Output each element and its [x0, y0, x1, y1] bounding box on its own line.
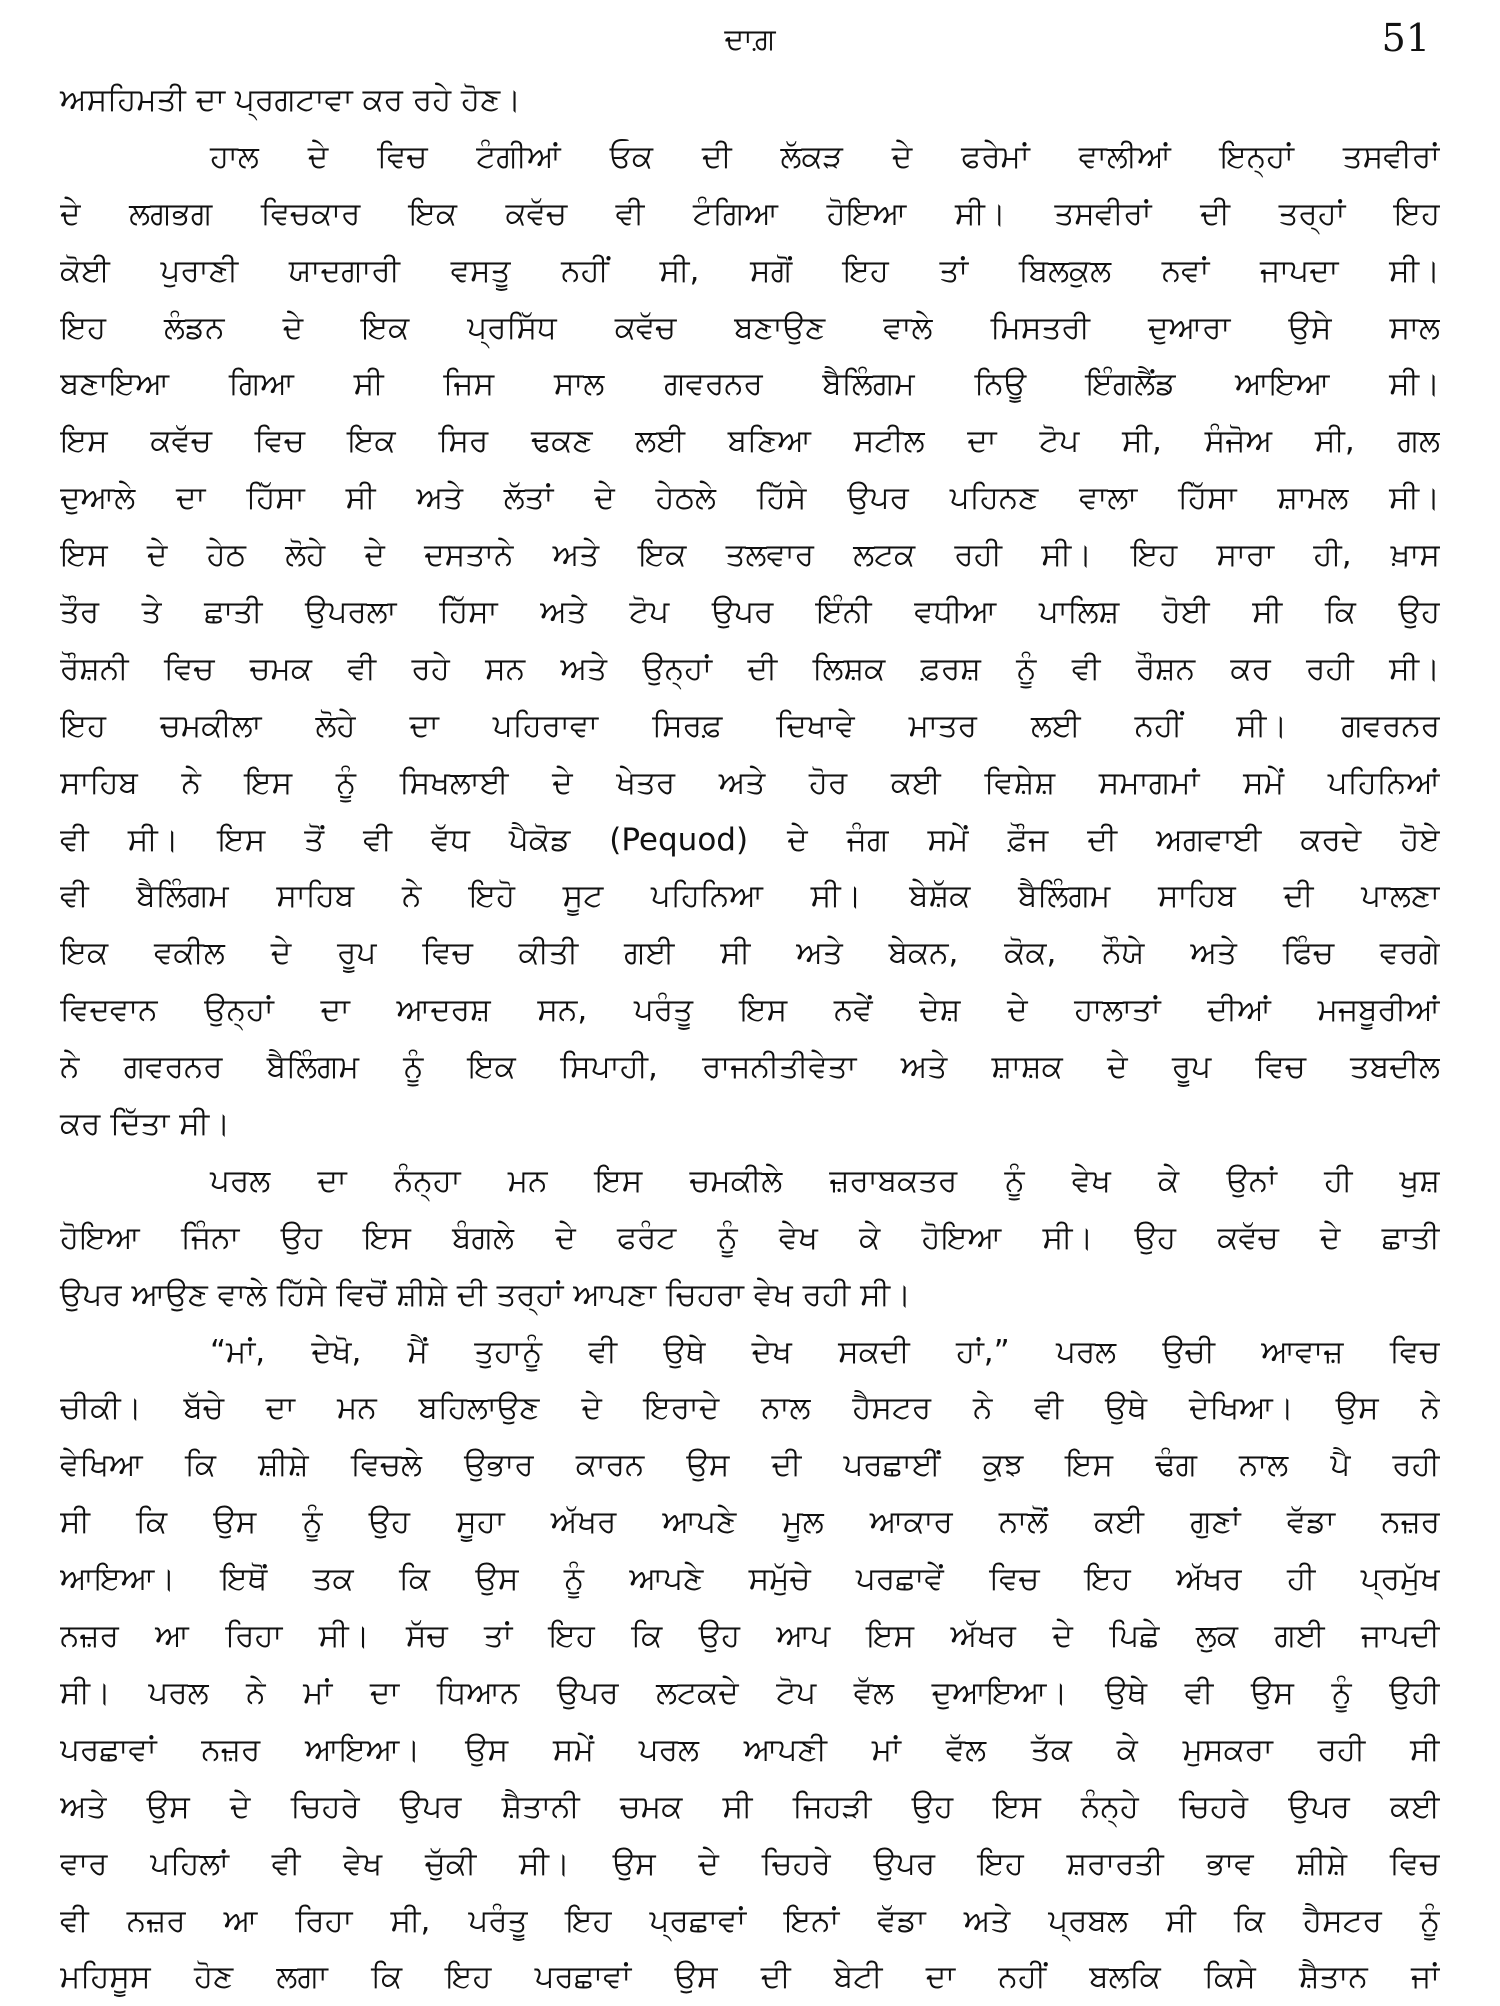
- text-line: ਅਤੇ ਉਸ ਦੇ ਚਿਹਰੇ ਉਪਰ ਸ਼ੈਤਾਨੀ ਚਮਕ ਸੀ ਜਿਹੜੀ ਉਹ ਇਸ ਨੰਨ੍ਹੇ ਚਿਹਰੇ ਉਪਰ ਕਈ: [60, 1788, 1440, 1825]
- text-line: ਕਰ ਦਿੱਤਾ ਸੀ।: [60, 1106, 231, 1143]
- text-line: ਇਹ ਚਮਕੀਲਾ ਲੋਹੇ ਦਾ ਪਹਿਰਾਵਾ ਸਿਰਫ਼ ਦਿਖਾਵੇ ਮਾਤਰ ਲਈ ਨਹੀਂ ਸੀ। ਗਵਰਨਰ: [60, 707, 1440, 744]
- text-line: “ਮਾਂ, ਦੇਖੋ, ਮੈਂ ਤੁਹਾਨੂੰ ਵੀ ਉਥੇ ਦੇਖ ਸਕਦੀ ਹਾਂ,” ਪਰਲ ਉਚੀ ਆਵਾਜ਼ ਵਿਚ: [210, 1333, 1440, 1370]
- text-line: ਸੀ ਕਿ ਉਸ ਨੂੰ ਉਹ ਸੂਹਾ ਅੱਖਰ ਆਪਣੇ ਮੂਲ ਆਕਾਰ ਨਾਲੋਂ ਕਈ ਗੁਣਾਂ ਵੱਡਾ ਨਜ਼ਰ: [60, 1504, 1440, 1541]
- body-text: [60, 72, 1440, 2006]
- text-line: ਇਸ ਕਵੱਚ ਵਿਚ ਇਕ ਸਿਰ ਢਕਣ ਲਈ ਬਣਿਆ ਸਟੀਲ ਦਾ ਟੋਪ ਸੀ, ਸੰਜੋਅ ਸੀ, ਗਲ: [60, 423, 1440, 460]
- text-line: ਪਰਛਾਵਾਂ ਨਜ਼ਰ ਆਇਆ। ਉਸ ਸਮੇਂ ਪਰਲ ਆਪਣੀ ਮਾਂ ਵੱਲ ਤੱਕ ਕੇ ਮੁਸਕਰਾ ਰਹੀ ਸੀ: [60, 1731, 1440, 1768]
- text-line: ਦੇ ਲਗਭਗ ਵਿਚਕਾਰ ਇਕ ਕਵੱਚ ਵੀ ਟੰਗਿਆ ਹੋਇਆ ਸੀ। ਤਸਵੀਰਾਂ ਦੀ ਤਰ੍ਹਾਂ ਇਹ: [60, 195, 1440, 232]
- text-line: ਨਜ਼ਰ ਆ ਰਿਹਾ ਸੀ। ਸੱਚ ਤਾਂ ਇਹ ਕਿ ਉਹ ਆਪ ਇਸ ਅੱਖਰ ਦੇ ਪਿਛੇ ਲੁਕ ਗਈ ਜਾਪਦੀ: [60, 1618, 1440, 1655]
- text-line: ਮਹਿਸੂਸ ਹੋਣ ਲਗਾ ਕਿ ਇਹ ਪਰਛਾਵਾਂ ਉਸ ਦੀ ਬੇਟੀ ਦਾ ਨਹੀਂ ਬਲਕਿ ਕਿਸੇ ਸ਼ੈਤਾਨ ਜਾਂ: [60, 1959, 1440, 1996]
- running-head: ਦਾਗ਼: [724, 22, 776, 57]
- text-line: ਚੀਕੀ। ਬੱਚੇ ਦਾ ਮਨ ਬਹਿਲਾਉਣ ਦੇ ਇਰਾਦੇ ਨਾਲ ਹੈਸਟਰ ਨੇ ਵੀ ਉਥੇ ਦੇਖਿਆ। ਉਸ ਨੇ: [60, 1390, 1440, 1427]
- text-line: ਉਪਰ ਆਉਣ ਵਾਲੇ ਹਿੱਸੇ ਵਿਚੋਂ ਸ਼ੀਸ਼ੇ ਦੀ ਤਰ੍ਹਾਂ ਆਪਣਾ ਚਿਹਰਾ ਵੇਖ ਰਹੀ ਸੀ।: [60, 1276, 911, 1313]
- text-line: ਵੀ ਸੀ। ਇਸ ਤੋਂ ਵੀ ਵੱਧ ਪੈਕੋਡ (Pequod) ਦੇ ਜੰਗ ਸਮੇਂ ਫ਼ੌਜ ਦੀ ਅਗਵਾਈ ਕਰਦੇ ਹੋਏ: [60, 821, 1440, 858]
- text-line: ਦੁਆਲੇ ਦਾ ਹਿੱਸਾ ਸੀ ਅਤੇ ਲੱਤਾਂ ਦੇ ਹੇਠਲੇ ਹਿੱਸੇ ਉਪਰ ਪਹਿਨਣ ਵਾਲਾ ਹਿੱਸਾ ਸ਼ਾਮਲ ਸੀ।: [60, 480, 1440, 517]
- text-line: ਸਾਹਿਬ ਨੇ ਇਸ ਨੂੰ ਸਿਖਲਾਈ ਦੇ ਖੇਤਰ ਅਤੇ ਹੋਰ ਕਈ ਵਿਸ਼ੇਸ਼ ਸਮਾਗਮਾਂ ਸਮੇਂ ਪਹਿਨਿਆਂ: [60, 764, 1440, 801]
- text-line: ਹਾਲ ਦੇ ਵਿਚ ਟੰਗੀਆਂ ਓਕ ਦੀ ਲੱਕੜ ਦੇ ਫਰੇਮਾਂ ਵਾਲੀਆਂ ਇਨ੍ਹਾਂ ਤਸਵੀਰਾਂ: [210, 138, 1440, 175]
- text-line: ਵਿਦਵਾਨ ਉਨ੍ਹਾਂ ਦਾ ਆਦਰਸ਼ ਸਨ, ਪਰੰਤੂ ਇਸ ਨਵੇਂ ਦੇਸ਼ ਦੇ ਹਾਲਾਤਾਂ ਦੀਆਂ ਮਜਬੂਰੀਆਂ: [60, 992, 1440, 1029]
- text-line: ਵੀ ਨਜ਼ਰ ਆ ਰਿਹਾ ਸੀ, ਪਰੰਤੂ ਇਹ ਪ੍ਰਛਾਵਾਂ ਇਨਾਂ ਵੱਡਾ ਅਤੇ ਪ੍ਰਬਲ ਸੀ ਕਿ ਹੈਸਟਰ ਨੂੰ: [60, 1902, 1440, 1939]
- text-line: ਰੌਸ਼ਨੀ ਵਿਚ ਚਮਕ ਵੀ ਰਹੇ ਸਨ ਅਤੇ ਉਨ੍ਹਾਂ ਦੀ ਲਿਸ਼ਕ ਫ਼ਰਸ਼ ਨੂੰ ਵੀ ਰੌਸ਼ਨ ਕਰ ਰਹੀ ਸੀ।: [60, 650, 1440, 687]
- text-line: ਇਹ ਲੰਡਨ ਦੇ ਇਕ ਪ੍ਰਸਿੱਧ ਕਵੱਚ ਬਣਾਉਣ ਵਾਲੇ ਮਿਸਤਰੀ ਦੁਆਰਾ ਉਸੇ ਸਾਲ: [60, 309, 1440, 346]
- text-line: ਅਸਹਿਮਤੀ ਦਾ ਪ੍ਰਗਟਾਵਾ ਕਰ ਰਹੇ ਹੋਣ।: [60, 82, 522, 118]
- text-line: ਸੀ। ਪਰਲ ਨੇ ਮਾਂ ਦਾ ਧਿਆਨ ਉਪਰ ਲਟਕਦੇ ਟੋਪ ਵੱਲ ਦੁਆਇਆ। ਉਥੇ ਵੀ ਉਸ ਨੂੰ ਉਹੀ: [60, 1674, 1440, 1711]
- text-line: ਹੋਇਆ ਜਿੰਨਾ ਉਹ ਇਸ ਬੰਗਲੇ ਦੇ ਫਰੰਟ ਨੂੰ ਵੇਖ ਕੇ ਹੋਇਆ ਸੀ। ਉਹ ਕਵੱਚ ਦੇ ਛਾਤੀ: [60, 1219, 1440, 1256]
- text-line: ਇਕ ਵਕੀਲ ਦੇ ਰੂਪ ਵਿਚ ਕੀਤੀ ਗਈ ਸੀ ਅਤੇ ਬੇਕਨ, ਕੋਕ, ਨੌਯੇ ਅਤੇ ਫਿੰਚ ਵਰਗੇ: [60, 935, 1440, 972]
- text-line: ਕੋਈ ਪੁਰਾਣੀ ਯਾਦਗਾਰੀ ਵਸਤੂ ਨਹੀਂ ਸੀ, ਸਗੋਂ ਇਹ ਤਾਂ ਬਿਲਕੁਲ ਨਵਾਂ ਜਾਪਦਾ ਸੀ।: [60, 252, 1440, 289]
- text-line: ਤੌਰ ਤੇ ਛਾਤੀ ਉਪਰਲਾ ਹਿੱਸਾ ਅਤੇ ਟੋਪ ਉਪਰ ਇੰਨੀ ਵਧੀਆ ਪਾਲਿਸ਼ ਹੋਈ ਸੀ ਕਿ ਉਹ: [60, 594, 1440, 631]
- text-line: ਆਇਆ। ਇਥੋਂ ਤਕ ਕਿ ਉਸ ਨੂੰ ਆਪਣੇ ਸਮੁੱਚੇ ਪਰਛਾਵੇਂ ਵਿਚ ਇਹ ਅੱਖਰ ਹੀ ਪ੍ਰਮੁੱਖ: [60, 1561, 1440, 1598]
- text-line: ਵੀ ਬੈਲਿੰਗਮ ਸਾਹਿਬ ਨੇ ਇਹੋ ਸੂਟ ਪਹਿਨਿਆ ਸੀ। ਬੇਸ਼ੱਕ ਬੈਲਿੰਗਮ ਸਾਹਿਬ ਦੀ ਪਾਲਣਾ: [60, 878, 1440, 915]
- text-line: ਪਰਲ ਦਾ ਨੰਨ੍ਹਾ ਮਨ ਇਸ ਚਮਕੀਲੇ ਜ਼ਰਾਬਕਤਰ ਨੂੰ ਵੇਖ ਕੇ ਉਨਾਂ ਹੀ ਖੁਸ਼: [210, 1162, 1440, 1199]
- text-line: ਬਣਾਇਆ ਗਿਆ ਸੀ ਜਿਸ ਸਾਲ ਗਵਰਨਰ ਬੈਲਿੰਗਮ ਨਿਊ ਇੰਗਲੈਂਡ ਆਇਆ ਸੀ।: [60, 366, 1440, 403]
- text-line: ਵੇਖਿਆ ਕਿ ਸ਼ੀਸ਼ੇ ਵਿਚਲੇ ਉਭਾਰ ਕਾਰਨ ਉਸ ਦੀ ਪਰਛਾਈਂ ਕੁਝ ਇਸ ਢੰਗ ਨਾਲ ਪੈ ਰਹੀ: [60, 1447, 1440, 1484]
- text-line: ਇਸ ਦੇ ਹੇਠ ਲੋਹੇ ਦੇ ਦਸਤਾਨੇ ਅਤੇ ਇਕ ਤਲਵਾਰ ਲਟਕ ਰਹੀ ਸੀ। ਇਹ ਸਾਰਾ ਹੀ, ਖ਼ਾਸ: [60, 537, 1440, 574]
- text-line: ਨੇ ਗਵਰਨਰ ਬੈਲਿੰਗਮ ਨੂੰ ਇਕ ਸਿਪਾਹੀ, ਰਾਜਨੀਤੀਵੇਤਾ ਅਤੇ ਸ਼ਾਸ਼ਕ ਦੇ ਰੂਪ ਵਿਚ ਤਬਦੀਲ: [60, 1049, 1440, 1086]
- page-number: 51: [1381, 16, 1430, 60]
- text-line: ਵਾਰ ਪਹਿਲਾਂ ਵੀ ਵੇਖ ਚੁੱਕੀ ਸੀ। ਉਸ ਦੇ ਚਿਹਰੇ ਉਪਰ ਇਹ ਸ਼ਰਾਰਤੀ ਭਾਵ ਸ਼ੀਸ਼ੇ ਵਿਚ: [60, 1845, 1440, 1882]
